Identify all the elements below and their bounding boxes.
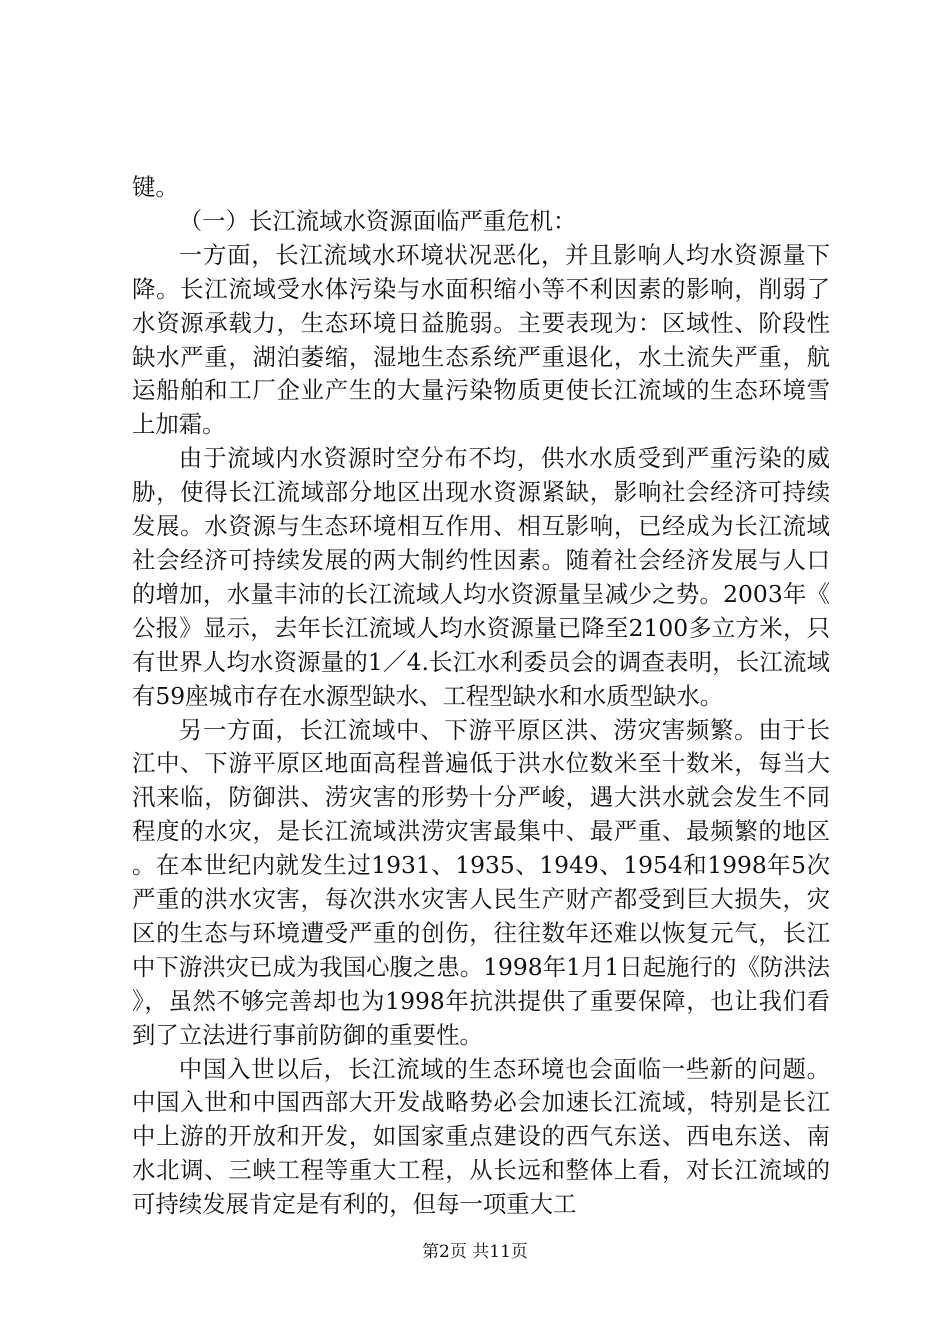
paragraph: 另一方面，长江流域中、下游平原区洪、涝灾害频繁。由于长江中、下游平原区地面高程普遍低于洪水位数米至十数米，每当大汛来临，防御洪、涝灾害的形势十分严峻，遇大洪水就会发生不同程度的水灾，是长江流域洪涝灾害最集中、最严重、最频繁的地区。在本世纪内就发生过1931、1935、1949、1954和1998年5次严重的洪水灾害，每次洪水灾害人民生产财产都受到巨大损失，灾区的生态与环境遭受严重的创伤，往往数年还难以恢复元气，长江中下游洪灾已成为我国心腹之患。1998年1月1日起施行的《防洪法》，虽然不够完善却也为1998年抗洪提供了重要保障，也让我们看到了立法进行事前防御的重要性。 (132, 715, 830, 1049)
paragraph: 由于流域内水资源时空分布不均，供水水质受到严重污染的威胁，使得长江流域部分地区出现水资源紧缺，影响社会经济可持续发展。水资源与生态环境相互作用、相互影响，已经成为长江流域社会经济可持续发展的两大制约性因素。随着社会经济发展与人口的增加，水量丰沛的长江流域人均水资源量呈减少之势。2003年《公报》显示，去年长江流域人均水资源量已降至2100多立方米，只有世界人均水资源量的1／4.长江水利委员会的调查表明，长江流域有59座城市存在水源型缺水、工程型缺水和水质型缺水。 (132, 444, 830, 710)
paragraph: 一方面，长江流域水环境状况恶化，并且影响人均水资源量下降。长江流域受水体污染与水面积缩小等不利因素的影响，削弱了水资源承载力，生态环境日益脆弱。主要表现为：区域性、阶段性缺水严重，湖泊萎缩，湿地生态系统严重退化，水土流失严重，航运船舶和工厂企业产生的大量污染物质更使长江流域的生态环境雪上加霜。 (132, 240, 830, 439)
document-body (132, 171, 830, 1222)
paragraph: 中国入世以后，长江流域的生态环境也会面临一些新的问题。中国入世和中国西部大开发战略势必会加速长江流域，特别是长江中上游的开放和开发，如国家重点建设的西气东送、西电东送、南水北调、三峡工程等重大工程，从长远和整体上看，对长江流域的可持续发展肯定是有利的，但每一项重大工 (132, 1054, 830, 1219)
paragraph-continuation: 键。 (132, 173, 179, 201)
section-heading: （一）长江流域水资源面临严重危机： (178, 206, 577, 235)
page-number-footer: 第2页 共11页 (422, 1242, 528, 1262)
